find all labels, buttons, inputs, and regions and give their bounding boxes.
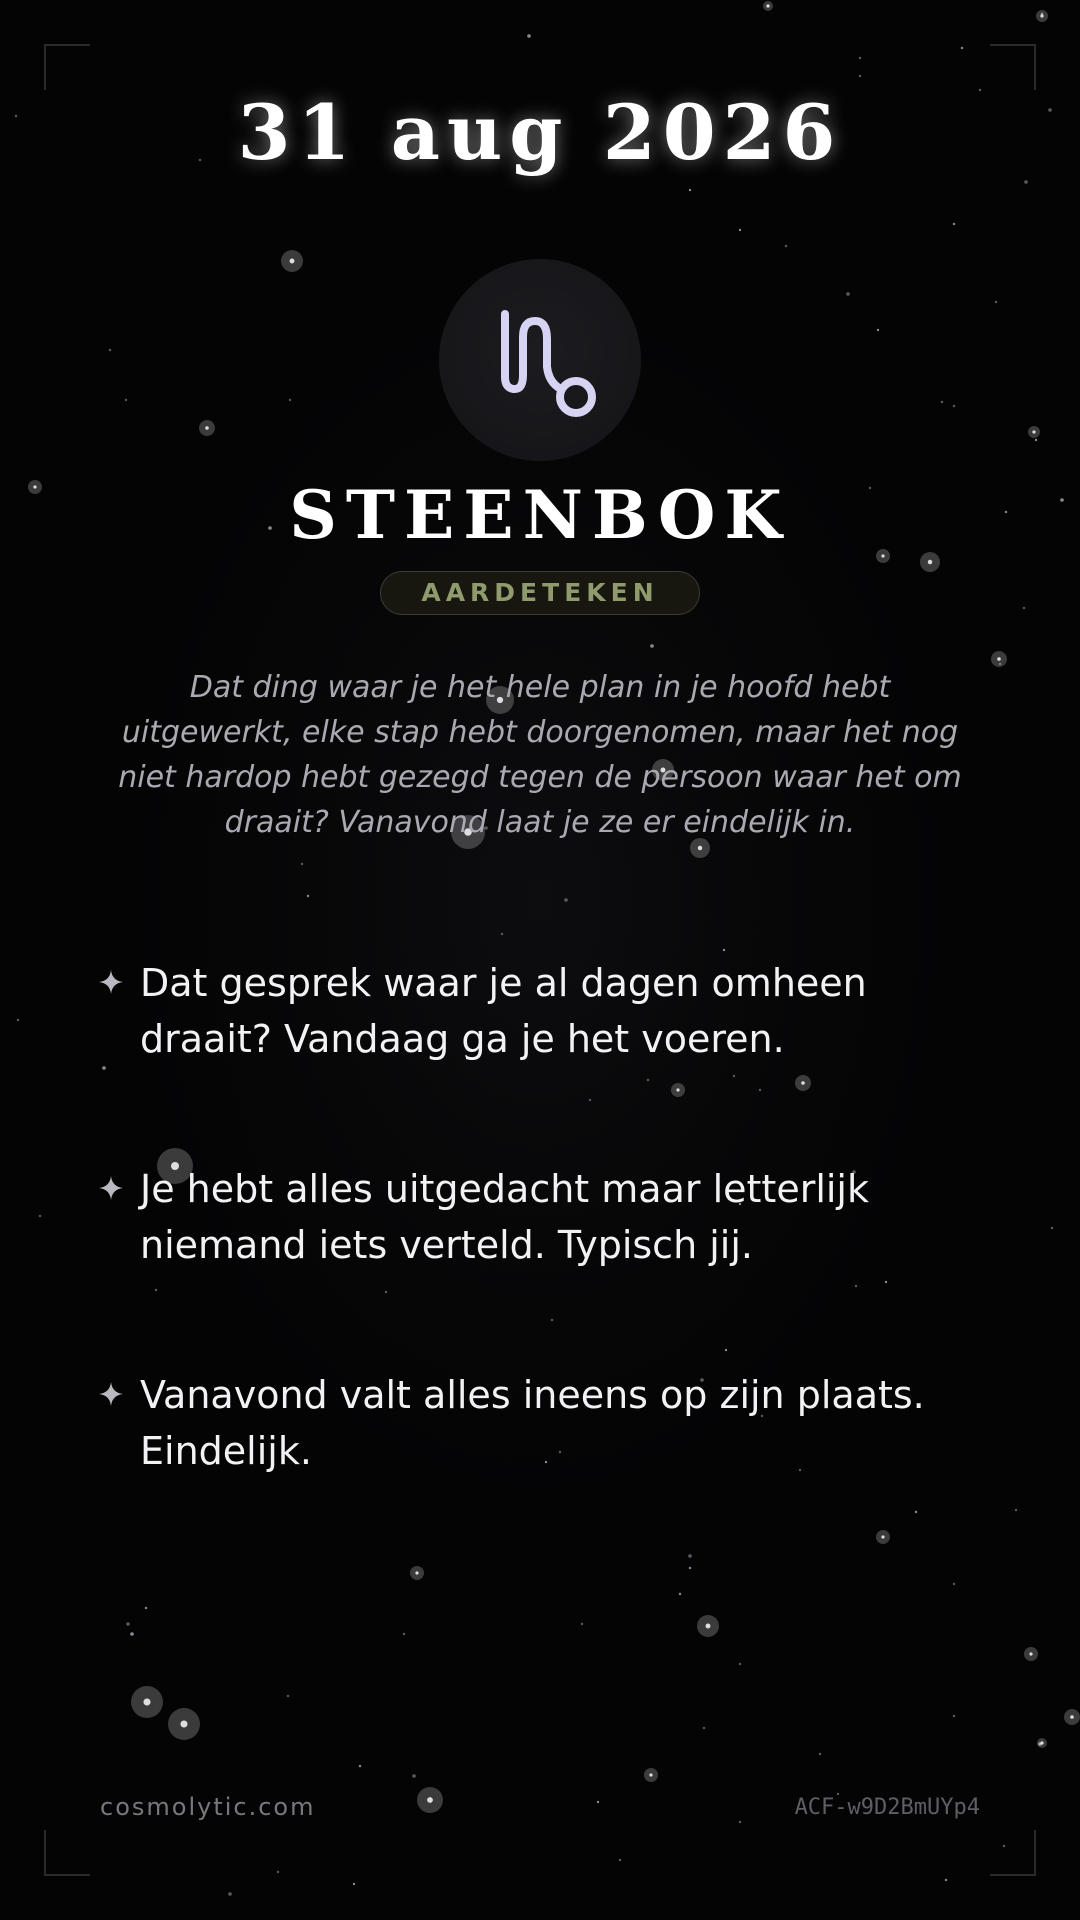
intro-text: Dat ding waar je het hele plan in je hoofd hebt uitgewerkt, elke stap hebt doorgenomen, maar het nog niet hardop hebt gezegd tegen de persoon waar het om draait? Vanavond laat je ze er eindelijk in. [118,670,962,840]
list-item-text: Vanavond valt alles ineens op zijn plaats. Eindelijk. [140,1373,925,1473]
sign-name: STEENBOK [289,476,791,554]
element-badge: AARDETEKEN [380,571,700,615]
date-heading: 31 aug 2026 [237,88,843,177]
corner-frame-bottom-right [990,1830,1036,1876]
corner-frame-bottom-left [44,1830,90,1876]
corner-frame-top-left [44,44,90,90]
list-item-text: Dat gesprek waar je al dagen omheen draait? Vandaag ga je het voeren. [140,961,867,1061]
capricorn-glyph-icon [439,259,641,461]
corner-frame-top-right [990,44,1036,90]
footer-reference-code: ACF-w9D2BmUYp4 [794,1795,980,1820]
list-item-text: Je hebt alles uitgedacht maar letterlijk niemand iets verteld. Typisch jij. [140,1167,869,1267]
sparkle-icon [98,1381,124,1407]
sign-emblem [439,259,641,461]
sparkle-icon [98,969,124,995]
footer-site-link[interactable]: cosmolytic.com [100,1793,316,1821]
sparkle-icon [98,1175,124,1201]
